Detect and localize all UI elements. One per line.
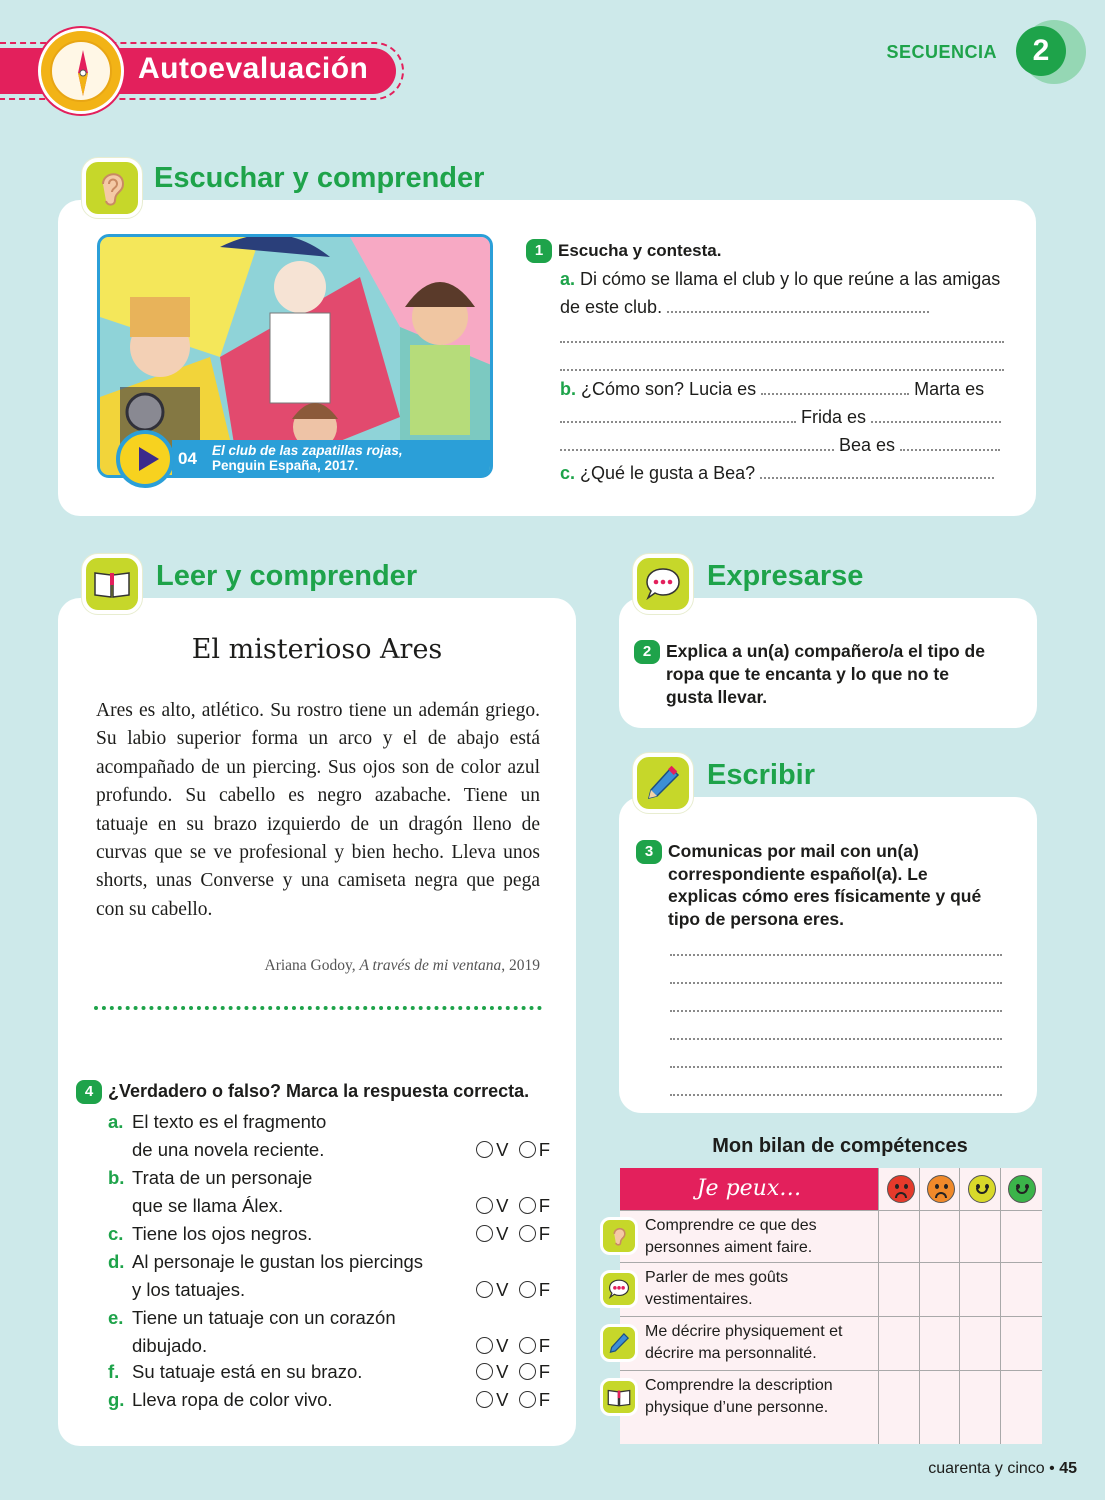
radio-true[interactable] bbox=[476, 1225, 493, 1242]
question-a: Di cómo se llama el club y lo que reúne a las amigas de este club. bbox=[560, 269, 1001, 317]
true-false-options bbox=[476, 1386, 550, 1414]
answer-line[interactable] bbox=[560, 411, 796, 423]
ear-icon bbox=[82, 158, 142, 218]
true-false-options bbox=[476, 1276, 550, 1304]
ear-icon bbox=[600, 1217, 638, 1255]
option-label: F bbox=[538, 1335, 550, 1356]
sequence-number: 2 bbox=[1016, 26, 1066, 76]
escribir-title: Escribir bbox=[707, 759, 815, 791]
happy-face-icon bbox=[968, 1175, 996, 1203]
play-icon bbox=[139, 447, 159, 471]
radio-false[interactable] bbox=[519, 1141, 536, 1158]
radio-true[interactable] bbox=[476, 1391, 493, 1408]
radio-false[interactable] bbox=[519, 1225, 536, 1242]
item-text: El texto es el fragmento bbox=[132, 1111, 327, 1132]
question-c: ¿Qué le gusta a Bea? bbox=[580, 463, 756, 483]
option-label: F bbox=[538, 1223, 550, 1244]
exercise-instruction: Escucha y contesta. bbox=[558, 241, 722, 260]
item-letter: d. bbox=[108, 1251, 125, 1272]
answer-line[interactable] bbox=[560, 369, 1004, 371]
radio-false[interactable] bbox=[519, 1391, 536, 1408]
credit-author: Ariana Godoy, bbox=[264, 957, 360, 974]
radio-true[interactable] bbox=[476, 1141, 493, 1158]
item-text-cont: de una novela reciente. bbox=[132, 1139, 325, 1160]
bilan-row: Comprendre la description physique d’une personne. bbox=[645, 1377, 833, 1416]
exercise-instruction: ¿Verdadero o falso? Marca la respuesta correcta. bbox=[108, 1080, 530, 1101]
sequence-label: SECUENCIA bbox=[886, 42, 997, 62]
item-text: Trata de un personaje bbox=[132, 1167, 313, 1188]
true-false-options bbox=[476, 1192, 550, 1220]
item-text: Su tatuaje está en su brazo. bbox=[132, 1361, 363, 1382]
option-label: V bbox=[496, 1361, 509, 1382]
credit-book: A través de mi ventana bbox=[359, 957, 502, 974]
item-text-cont: y los tatuajes. bbox=[132, 1279, 246, 1300]
answer-line[interactable] bbox=[560, 341, 1004, 343]
item-letter: b. bbox=[108, 1167, 125, 1188]
exercise-number: 4 bbox=[76, 1080, 102, 1104]
bilan-row: Comprendre ce que des personnes aiment faire. bbox=[645, 1217, 817, 1256]
item-letter: a. bbox=[108, 1111, 124, 1132]
caption-source: Penguin España, 2017. bbox=[212, 458, 359, 473]
radio-true[interactable] bbox=[476, 1337, 493, 1354]
answer-line[interactable] bbox=[560, 439, 834, 451]
answer-line[interactable] bbox=[760, 467, 994, 479]
label-marta: Marta es bbox=[914, 379, 985, 399]
option-label: F bbox=[538, 1279, 550, 1300]
label-bea: Bea es bbox=[839, 435, 896, 455]
answer-line[interactable] bbox=[900, 439, 1000, 451]
bilan-header: Je peux… bbox=[620, 1168, 878, 1210]
true-false-item bbox=[108, 1304, 558, 1360]
item-letter: e. bbox=[108, 1307, 124, 1328]
true-false-options bbox=[476, 1136, 550, 1164]
true-false-item bbox=[108, 1164, 558, 1220]
escuchar-title: Escuchar y comprender bbox=[154, 162, 485, 194]
option-label: F bbox=[538, 1361, 550, 1382]
audio-track-number: 04 bbox=[178, 449, 197, 468]
happy-face-icon bbox=[1008, 1175, 1036, 1203]
bilan-row: Parler de mes goûts vestimentaires. bbox=[645, 1269, 789, 1308]
true-false-options bbox=[476, 1220, 550, 1248]
page-title: Autoevaluación bbox=[138, 52, 369, 85]
answer-line[interactable] bbox=[667, 301, 929, 313]
radio-false[interactable] bbox=[519, 1363, 536, 1380]
story-credit bbox=[96, 957, 540, 975]
option-label: V bbox=[496, 1139, 509, 1160]
option-label: V bbox=[496, 1389, 509, 1410]
item-letter: c. bbox=[108, 1223, 124, 1244]
exercise-number: 1 bbox=[526, 239, 552, 263]
item-letter: b. bbox=[560, 379, 576, 399]
credit-year: , 2019 bbox=[501, 957, 540, 974]
label-frida: Frida es bbox=[801, 407, 867, 427]
radio-false[interactable] bbox=[519, 1281, 536, 1298]
item-letter: f. bbox=[108, 1361, 120, 1382]
radio-true[interactable] bbox=[476, 1281, 493, 1298]
writing-lines[interactable] bbox=[670, 944, 1002, 1096]
exercise-text: Explica a un(a) compañero/a el tipo de ropa que te encanta y lo que no te gusta llevar. bbox=[666, 641, 985, 707]
story-text: Ares es alto, atlético. Su rostro tiene un ademán griego. Su labio superior forma un arco y el de abajo está acompañado de un piercing. Sus ojos son de color azul profundo. Su cabello es negro azabache. Tiene un tatuaje en su brazo izquierdo de un dragón lleno de curvas que se ve profesional y bien hecho. Lleva unos shorts, unas Converse y una camiseta negra que pega con su cabello. bbox=[96, 700, 540, 920]
divider bbox=[94, 1006, 542, 1010]
option-label: V bbox=[496, 1195, 509, 1216]
option-label: V bbox=[496, 1279, 509, 1300]
item-text-cont: dibujado. bbox=[132, 1335, 208, 1356]
compass-icon bbox=[38, 28, 124, 114]
true-false-item bbox=[108, 1386, 558, 1414]
true-false-item bbox=[108, 1220, 558, 1248]
option-label: F bbox=[538, 1389, 550, 1410]
story-title: El misterioso Ares bbox=[191, 634, 443, 665]
exercise-4-heading bbox=[76, 1080, 529, 1104]
option-label: F bbox=[538, 1195, 550, 1216]
item-text: Al personaje le gustan los piercings bbox=[132, 1251, 424, 1272]
option-label: V bbox=[496, 1223, 509, 1244]
expresarse-title: Expresarse bbox=[707, 560, 864, 592]
page-number: 45 bbox=[1059, 1460, 1077, 1477]
caption-title: El club de las zapatillas rojas, bbox=[212, 443, 403, 458]
leer-title: Leer y comprender bbox=[156, 560, 418, 592]
play-button[interactable] bbox=[116, 430, 174, 488]
sad-face-icon bbox=[927, 1175, 955, 1203]
true-false-options bbox=[476, 1332, 550, 1360]
item-text-cont: que se llama Álex. bbox=[132, 1195, 284, 1216]
sad-face-icon bbox=[887, 1175, 915, 1203]
item-letter: c. bbox=[560, 463, 576, 483]
item-text: Tiene los ojos negros. bbox=[132, 1223, 313, 1244]
bilan-title: Mon bilan de compétences bbox=[712, 1135, 968, 1157]
speech-bubble-icon bbox=[633, 554, 693, 614]
exercise-text: Comunicas por mail con un(a) correspondiente español(a). Le explicas cómo eres físicamente y qué tipo de persona eres. bbox=[668, 841, 982, 929]
item-letter: a. bbox=[560, 269, 576, 289]
bilan-row: Me décrire physiquement et décrire ma personnalité. bbox=[645, 1323, 843, 1362]
page-words: cuarenta y cinco • bbox=[928, 1460, 1055, 1477]
page-footer bbox=[928, 1460, 1077, 1478]
exercise-number: 3 bbox=[636, 840, 662, 864]
pencil-icon bbox=[633, 753, 693, 813]
answer-line[interactable] bbox=[761, 383, 909, 395]
item-letter: g. bbox=[108, 1389, 125, 1410]
answer-line[interactable] bbox=[871, 411, 1001, 423]
true-false-item bbox=[108, 1248, 558, 1304]
book-icon bbox=[600, 1378, 638, 1416]
radio-false[interactable] bbox=[519, 1197, 536, 1214]
true-false-item bbox=[108, 1358, 558, 1386]
exercise-2 bbox=[634, 640, 994, 709]
speech-bubble-icon bbox=[600, 1270, 638, 1308]
item-text: Lleva ropa de color vivo. bbox=[132, 1389, 333, 1410]
exercise-1 bbox=[526, 236, 1004, 487]
book-icon bbox=[82, 554, 142, 614]
exercise-3 bbox=[636, 840, 996, 930]
item-text: Tiene un tatuaje con un corazón bbox=[132, 1307, 396, 1328]
exercise-number: 2 bbox=[634, 640, 660, 664]
true-false-options bbox=[476, 1358, 550, 1386]
pencil-icon bbox=[600, 1324, 638, 1362]
true-false-item bbox=[108, 1108, 558, 1164]
option-label: F bbox=[538, 1139, 550, 1160]
question-b: ¿Cómo son? Lucia es bbox=[581, 379, 757, 399]
radio-true[interactable] bbox=[476, 1197, 493, 1214]
option-label: V bbox=[496, 1335, 509, 1356]
radio-false[interactable] bbox=[519, 1337, 536, 1354]
audio-caption bbox=[212, 443, 403, 473]
radio-true[interactable] bbox=[476, 1363, 493, 1380]
